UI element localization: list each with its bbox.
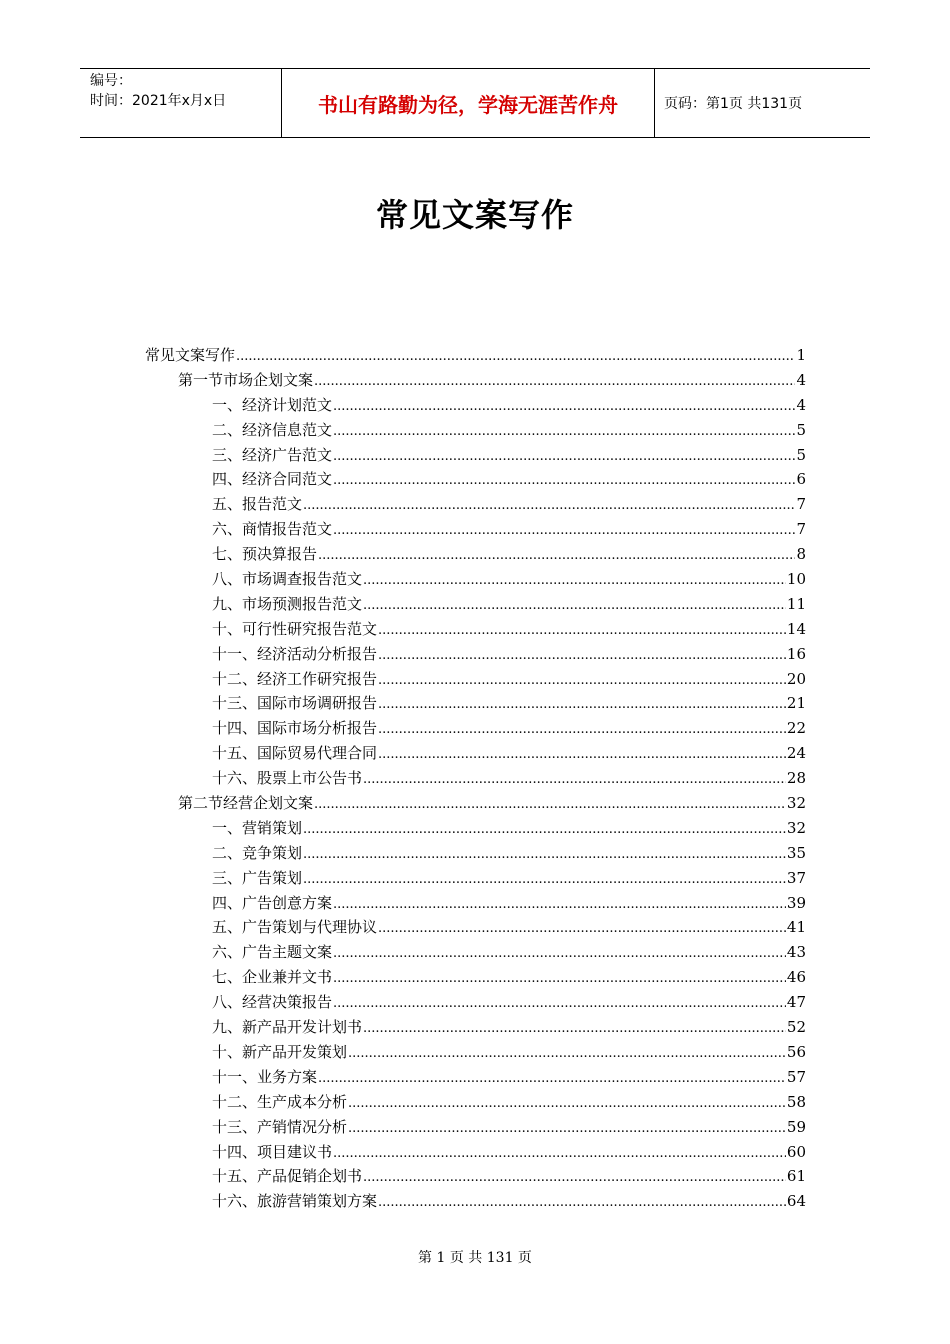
table-of-contents [145,344,806,1215]
toc-leader-dots [318,1068,786,1086]
toc-entry-title: 五、报告范文 [212,495,303,514]
toc-entry-page: 39 [786,893,806,912]
toc-entry-page: 58 [786,1092,806,1111]
toc-leader-dots [333,520,795,538]
toc-entry-page: 46 [786,968,806,987]
toc-entry-page: 32 [786,794,806,813]
toc-entry-page: 64 [786,1192,806,1211]
toc-entry[interactable] [145,941,806,966]
toc-leader-dots [303,844,786,862]
toc-entry-title: 十五、国际贸易代理合同 [212,744,378,763]
header-meta [80,69,280,137]
toc-entry-page: 4 [796,395,806,414]
toc-leader-dots [318,545,795,563]
toc-entry[interactable] [145,1066,806,1091]
toc-entry-page: 5 [796,445,806,464]
toc-entry[interactable] [145,991,806,1016]
toc-entry-title: 一、经济计划范文 [212,395,333,414]
time-label: 时间：2021年x月x日 [90,93,227,109]
toc-entry[interactable] [145,344,806,369]
toc-entry-page: 60 [786,1142,806,1161]
toc-entry-title: 十、可行性研究报告范文 [212,619,378,638]
toc-entry-page: 32 [786,818,806,837]
toc-entry[interactable] [145,867,806,892]
toc-entry-page: 7 [796,495,806,514]
toc-entry[interactable] [145,444,806,469]
toc-entry-title: 十四、国际市场分析报告 [212,719,378,738]
toc-entry-title: 十五、产品促销企划书 [212,1167,363,1186]
toc-entry-page: 16 [786,644,806,663]
toc-entry-title: 四、经济合同范文 [212,470,333,489]
toc-entry-title: 七、预决算报告 [212,545,318,564]
toc-leader-dots [363,595,786,613]
toc-leader-dots [378,620,786,638]
toc-entry-page: 14 [786,619,806,638]
toc-entry[interactable] [145,369,806,394]
toc-entry-page: 57 [786,1067,806,1086]
toc-entry-title: 十六、股票上市公告书 [212,769,363,788]
toc-entry[interactable] [145,966,806,991]
toc-leader-dots [333,1143,786,1161]
header-page-info: 页码：第1页 共131页 [664,96,803,112]
toc-entry[interactable] [145,1091,806,1116]
toc-entry[interactable] [145,618,806,643]
toc-entry[interactable] [145,792,806,817]
toc-entry-title: 二、经济信息范文 [212,420,333,439]
toc-leader-dots [348,1043,786,1061]
toc-leader-dots [333,470,795,488]
toc-leader-dots [314,794,786,812]
toc-entry-title: 九、新产品开发计划书 [212,1018,363,1037]
toc-entry[interactable] [145,543,806,568]
toc-entry-title: 十六、旅游营销策划方案 [212,1192,378,1211]
toc-entry[interactable] [145,717,806,742]
toc-entry-title: 第二节经营企划文案 [178,794,314,813]
toc-leader-dots [333,894,786,912]
toc-entry-page: 1 [796,346,806,364]
toc-leader-dots [378,694,786,712]
page-footer: 第 1 页 共 131 页 [418,1250,532,1266]
toc-entry-title: 二、竞争策划 [212,843,303,862]
toc-entry[interactable] [145,468,806,493]
toc-entry-page: 6 [796,470,806,489]
toc-entry-page: 8 [796,545,806,564]
page-header [80,68,870,138]
toc-entry-page: 37 [786,868,806,887]
toc-leader-dots [363,1018,786,1036]
toc-entry[interactable] [145,1141,806,1166]
toc-entry-title: 五、广告策划与代理协议 [212,918,378,937]
toc-entry-page: 4 [796,370,806,389]
toc-leader-dots [333,421,795,439]
document-title: 常见文案写作 [375,196,574,234]
toc-leader-dots [333,446,795,464]
toc-entry[interactable] [145,419,806,444]
toc-entry[interactable] [145,643,806,668]
toc-entry[interactable] [145,1190,806,1215]
toc-entry-page: 56 [786,1042,806,1061]
toc-entry-page: 47 [786,993,806,1012]
toc-entry-page: 10 [786,570,806,589]
toc-leader-dots [378,670,786,688]
toc-leader-dots [314,371,795,389]
toc-entry-title: 四、广告创意方案 [212,893,333,912]
toc-entry[interactable] [145,842,806,867]
toc-entry[interactable] [145,1165,806,1190]
toc-leader-dots [378,719,786,737]
toc-entry-page: 41 [786,918,806,937]
toc-entry[interactable] [145,394,806,419]
toc-leader-dots [303,869,786,887]
toc-entry[interactable] [145,1016,806,1041]
toc-entry-page: 22 [786,719,806,738]
toc-entry-page: 61 [786,1167,806,1186]
toc-entry[interactable] [145,568,806,593]
toc-entry-title: 九、市场预测报告范文 [212,594,363,613]
toc-leader-dots [378,918,786,936]
toc-entry-page: 24 [786,744,806,763]
toc-entry-page: 20 [786,669,806,688]
toc-entry[interactable] [145,493,806,518]
toc-entry-page: 5 [796,420,806,439]
toc-entry[interactable] [145,767,806,792]
toc-entry-title: 十一、业务方案 [212,1067,318,1086]
toc-entry-page: 11 [786,594,806,613]
toc-leader-dots [333,943,786,961]
toc-entry-title: 三、广告策划 [212,868,303,887]
toc-entry[interactable] [145,692,806,717]
toc-entry-title: 十一、经济活动分析报告 [212,644,378,663]
toc-leader-dots [363,1167,786,1185]
toc-entry-title: 八、经营决策报告 [212,993,333,1012]
toc-leader-dots [333,968,786,986]
toc-entry-page: 28 [786,769,806,788]
toc-entry-title: 第一节市场企划文案 [178,370,314,389]
toc-leader-dots [378,645,786,663]
toc-leader-dots [303,819,786,837]
toc-entry-title: 八、市场调查报告范文 [212,570,363,589]
toc-leader-dots [363,769,786,787]
toc-entry[interactable] [145,1116,806,1141]
header-motto: 书山有路勤为径，学海无涯苦作舟 [281,69,655,137]
toc-entry[interactable] [145,892,806,917]
toc-leader-dots [333,993,786,1011]
toc-entry[interactable] [145,817,806,842]
toc-leader-dots [348,1093,786,1111]
toc-entry-title: 六、广告主题文案 [212,943,333,962]
toc-leader-dots [333,396,795,414]
toc-entry[interactable] [145,668,806,693]
toc-entry-page: 59 [786,1117,806,1136]
toc-leader-dots [236,346,795,364]
toc-leader-dots [363,570,786,588]
toc-entry-title: 十二、经济工作研究报告 [212,669,378,688]
toc-entry-title: 十、新产品开发策划 [212,1042,348,1061]
toc-entry-page: 21 [786,694,806,713]
toc-entry[interactable] [145,1041,806,1066]
toc-entry-title: 十二、生产成本分析 [212,1092,348,1111]
toc-entry[interactable] [145,593,806,618]
toc-leader-dots [348,1118,786,1136]
toc-entry-title: 十三、产销情况分析 [212,1117,348,1136]
toc-entry[interactable] [145,742,806,767]
toc-leader-dots [378,744,786,762]
toc-entry-title: 常见文案写作 [145,346,236,364]
toc-entry[interactable] [145,518,806,543]
toc-entry-page: 35 [786,843,806,862]
number-label: 编号： [90,73,132,89]
toc-entry-title: 六、商情报告范文 [212,520,333,539]
toc-leader-dots [378,1192,786,1210]
toc-entry-title: 七、企业兼并文书 [212,968,333,987]
toc-entry-title: 十三、国际市场调研报告 [212,694,378,713]
toc-entry[interactable] [145,916,806,941]
toc-entry-title: 十四、项目建议书 [212,1142,333,1161]
toc-entry-page: 7 [796,520,806,539]
toc-entry-title: 一、营销策划 [212,818,303,837]
toc-entry-title: 三、经济广告范文 [212,445,333,464]
toc-leader-dots [303,495,795,513]
toc-entry-page: 52 [786,1018,806,1037]
toc-entry-page: 43 [786,943,806,962]
